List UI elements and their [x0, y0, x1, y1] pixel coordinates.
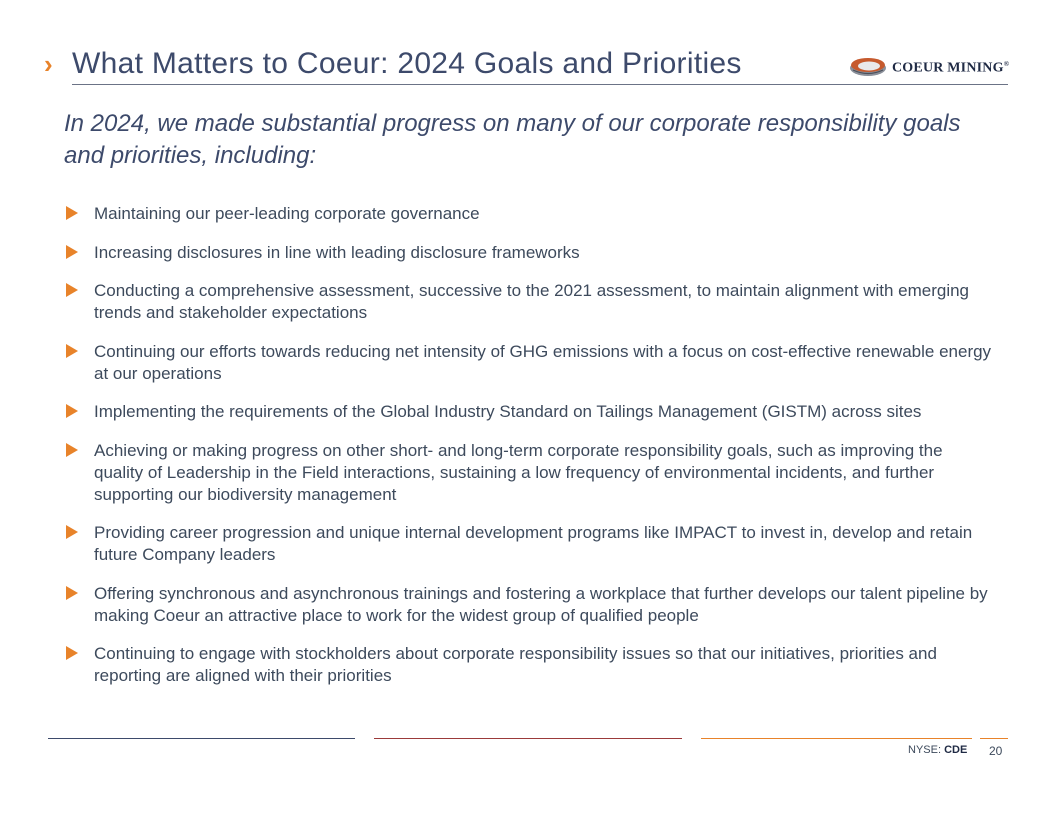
list-item-text: Increasing disclosures in line with leading disclosure frameworks	[94, 242, 580, 262]
bullet-arrow-icon	[66, 646, 78, 660]
bullet-arrow-icon	[66, 283, 78, 297]
list-item	[64, 242, 994, 264]
coeur-logo-icon	[848, 55, 888, 79]
stock-ticker: NYSE: CDE	[908, 744, 968, 756]
footer-rule-navy	[48, 738, 355, 739]
list-item-text: Providing career progression and unique internal development programs like IMPACT to invest in, develop and retain future Company leaders	[94, 523, 973, 564]
list-item	[64, 203, 994, 225]
list-item-text: Maintaining our peer-leading corporate governance	[94, 204, 480, 223]
list-item	[64, 522, 994, 566]
list-item	[64, 401, 994, 423]
title-divider	[72, 84, 1008, 85]
list-item-text: Achieving or making progress on other short- and long-term corporate responsibility goals, such as improving the quality of Leadership in the Field interactions, sustaining a low frequency of environmental incidents, and further supporting our biodiversity management	[94, 440, 943, 504]
list-item	[64, 440, 994, 506]
list-item-text: Conducting a comprehensive assessment, successive to the 2021 assessment, to maintain alignment with emerging trends and stakeholder expectations	[94, 281, 970, 322]
list-item-text: Implementing the requirements of the Global Industry Standard on Tailings Management (GISTM) across sites	[94, 402, 922, 421]
bullet-arrow-icon	[66, 404, 78, 418]
bullet-arrow-icon	[66, 525, 78, 539]
list-item-text: Continuing to engage with stockholders about corporate responsibility issues so that our initiatives, priorities and reporting are aligned with their priorities	[94, 644, 937, 685]
footer-rule-orange	[701, 738, 972, 739]
list-item	[64, 643, 994, 687]
list-item-text: Offering synchronous and asynchronous trainings and fostering a workplace that further develops our talent pipeline by making Coeur an attractive place to work for the widest group of qualified people	[94, 583, 988, 625]
slide-title: What Matters to Coeur: 2024 Goals and Priorities	[72, 47, 742, 80]
slide-subtitle: In 2024, we made substantial progress on many of our corporate responsibility goals and priorities, including:	[64, 110, 961, 169]
footer-rule-maroon	[374, 738, 682, 739]
priorities-list	[64, 203, 994, 704]
bullet-arrow-icon	[66, 245, 78, 259]
bullet-arrow-icon	[66, 206, 78, 220]
company-logo	[848, 55, 1016, 81]
bullet-arrow-icon	[66, 443, 78, 457]
list-item-text: Continuing our efforts towards reducing net intensity of GHG emissions with a focus on cost-effective renewable energy at our operations	[94, 341, 992, 383]
bullet-arrow-icon	[66, 344, 78, 358]
list-item	[64, 583, 994, 627]
footer-rule-page	[980, 738, 1008, 739]
logo-wordmark: COEUR MINING®	[892, 60, 1010, 76]
chevron-right-icon: ›	[44, 49, 53, 79]
page-number: 20	[989, 744, 1003, 758]
list-item	[64, 341, 994, 385]
list-item	[64, 280, 994, 324]
bullet-arrow-icon	[66, 586, 78, 600]
